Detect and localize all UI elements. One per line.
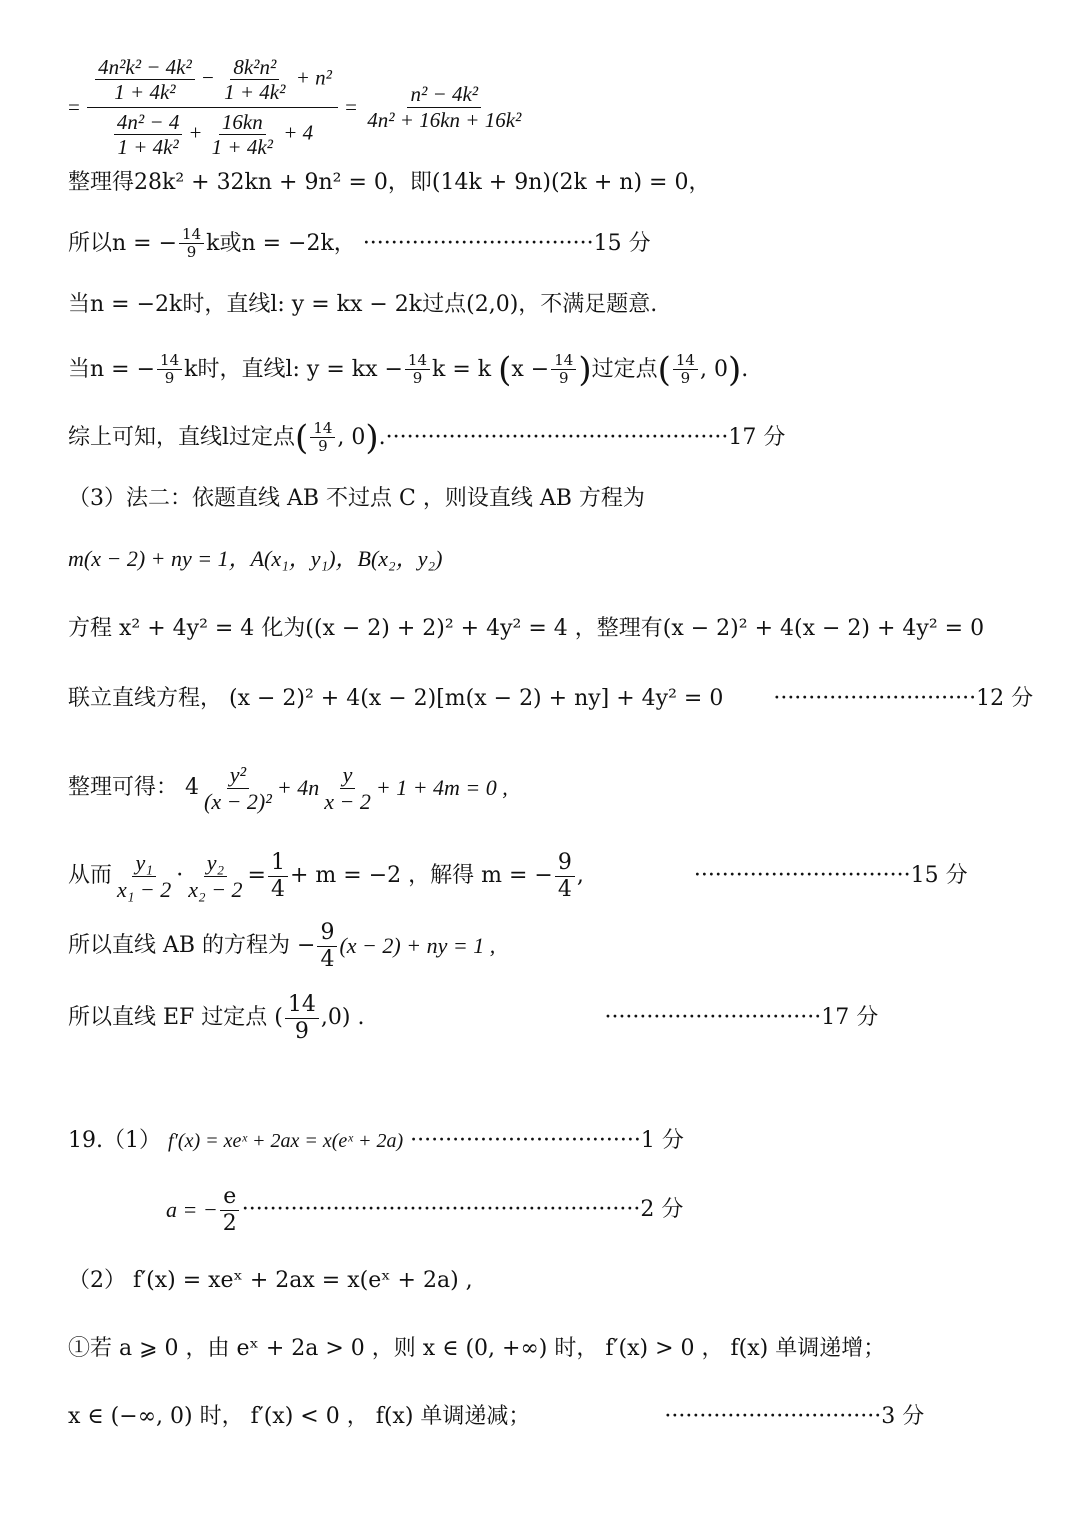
q19-part1: 19.（1） f′(x) = xeˣ + 2ax = x(eˣ + 2a) ·································1 分 (68, 1128, 684, 1153)
score-leader-dots: ································· (362, 230, 594, 256)
fraction: $\frac{\text{8k²n²}}{\text{1 + 4k²}}$ (224, 55, 286, 105)
score-label: 17 分 (728, 424, 786, 450)
method2-combine: 联立直线方程， (x − 2)² + 4(x − 2)[m(x − 2) + ny] + 4y² = 0 ·····························12 分 (68, 686, 1034, 711)
fraction: $\frac{\text{y²}}{\text{(x − 2)²}}$ (204, 762, 272, 814)
compound-denominator: $\frac{\text{4n² − 4}}{\text{1 + 4k²}}$ + $\frac{16kn}{\text{1 + 4k²}}$ + 4 (106, 108, 319, 161)
fraction: $\frac{\text{y₁}}{\text{x₁ − 2}}$ (117, 850, 172, 902)
equals-sign: = (68, 95, 86, 119)
fraction: $\frac{14}{9}$ (285, 992, 319, 1044)
case-n-eq-minus-2k: 当n = −2k时，直线l: y = kx − 2k过点(2,0)，不满足题意. (68, 292, 658, 317)
summary-line: 综上可知，直线l过定点( $\frac{14}{9}$ , 0).·················································17 分 (68, 417, 786, 458)
score-leader-dots: ····························· (773, 686, 977, 711)
fraction: $\frac{14}{9}$ (673, 352, 698, 388)
compound-fraction (87, 53, 338, 161)
q19-a-value: a = − $\frac{e}{2}$ ························································· 2 分 (166, 1184, 684, 1236)
fraction: $\frac{y}{x - 2}$ (324, 762, 371, 814)
fraction: $\frac{9}{4}$ (317, 920, 337, 972)
compound-fraction-line: = $\frac{\text{4n²k² − 4k²}}{\text{1 + 4k²}}$ − $\frac{\text{8k²n²}}{\text{1 + 4k²}}$ + n² $\frac{\text{4n² − 4}}{\text{1 + 4k²}}$ + $\frac{16kn}{\text{1 + 4k²}}$ + 4 = $\frac{\text{n² − 4k²}}{\text{4n² + 16kn + 16k²}}$ (68, 52, 526, 162)
score-label: 3 分 (881, 1404, 925, 1429)
method2-thus: 从而 $\frac{\text{y₁}}{\text{x₁ − 2}}$ · $\frac{\text{y₂}}{\text{x₂ − 2}}$ = $\frac{1}{4}$ + m = −2 ，解得 m = − $\frac{9}{4}$ , ······························· 15 分 (68, 850, 968, 902)
simplify-line: 整理得28k² + 32kn + 9n² = 0，即(14k + 9n)(2k + n) = 0， (68, 170, 711, 195)
method2-simplify: 整理可得： 4 $\frac{\text{y²}}{\text{(x − 2)²}}$ + 4n $\frac{y}{x - 2}$ + 1 + 4m = 0 , (68, 762, 508, 814)
fraction: $\frac{1}{4}$ (268, 850, 288, 902)
fraction: $\frac{\text{4n² − 4}}{\text{1 + 4k²}}$ (114, 110, 182, 159)
fraction: $\frac{16kn}{\text{1 + 4k²}}$ (211, 109, 273, 159)
method2-ef-fixed-point: 所以直线 EF 过定点 ( $\frac{14}{9}$ ,0) . ······························· 17 分 (68, 992, 879, 1044)
method2-transform: 方程 x² + 4y² = 4 化为((x − 2) + 2)² + 4y² = 4 ，整理有(x − 2)² + 4(x − 2) + 4y² = 0 (68, 616, 985, 641)
compound-numerator: $\frac{\text{4n²k² − 4k²}}{\text{1 + 4k²}}$ − $\frac{\text{8k²n²}}{\text{1 + 4k²}}$ + n² (87, 53, 338, 107)
score-leader-dots: .················································· (378, 424, 729, 450)
case-n-eq-minus-14-9k: 当n = − $\frac{14}{9}$ k时，直线l: y = kx − $\frac{14}{9}$ k = k (x − $\frac{14}{9}$ )过定点( $\frac{14}{9}$ , 0). (68, 349, 749, 390)
fraction: $\frac{14}{9}$ (157, 352, 182, 388)
score-label: 1 分 (640, 1128, 684, 1153)
solution-line: 所以n = − $\frac{14}{9}$ k或n = −2k， ·································15 分 (68, 225, 651, 262)
method2-title: （3）法二：依题直线 AB 不过点 C ，则设直线 AB 方程为 (68, 486, 645, 511)
fraction: $\frac{e}{2}$ (220, 1184, 240, 1236)
score-leader-dots: ······························· (693, 863, 911, 888)
fraction: $\frac{14}{9}$ (310, 420, 335, 456)
fraction: $\frac{14}{9}$ (179, 226, 204, 262)
score-leader-dots: ······························· (604, 1005, 822, 1030)
method2-setup: m(x − 2) + ny = 1，A(x₁，y₁)，B(x₂，y₂) (68, 546, 443, 571)
result-fraction: $\frac{\text{n² − 4k²}}{\text{4n² + 16kn + 16k²}}$ (367, 82, 522, 132)
score-label: 15 分 (910, 863, 968, 888)
method2-ab-equation: 所以直线 AB 的方程为 − $\frac{9}{4}$ (x − 2) + ny = 1 , (68, 920, 496, 972)
fraction: $\frac{9}{4}$ (555, 850, 575, 902)
fraction: $\frac{14}{9}$ (405, 352, 430, 388)
fraction: $\frac{\text{y₂}}{\text{x₂ − 2}}$ (188, 850, 243, 902)
score-label: 15 分 (593, 230, 651, 256)
score-leader-dots: ································· (410, 1128, 641, 1153)
score-label: 12 分 (976, 686, 1034, 711)
q19-case1: ①若 a ⩾ 0 ，由 eˣ + 2a > 0 ，则 x ∈ (0, +∞) 时， f′(x) > 0 ， f(x) 单调递增； (68, 1336, 886, 1361)
score-label: 2 分 (640, 1197, 684, 1222)
q19-part2: （2） f′(x) = xeˣ + 2ax = x(eˣ + 2a) , (68, 1268, 473, 1293)
score-label: 17 分 (821, 1005, 879, 1030)
fraction: $\frac{14}{9}$ (551, 352, 576, 388)
score-leader-dots: ························································· (241, 1197, 641, 1222)
fraction: $\frac{\text{4n²k² − 4k²}}{\text{1 + 4k²}}$ (95, 55, 195, 104)
q19-case1b: x ∈ (−∞, 0) 时， f′(x) < 0 ， f(x) 单调递减； ·······························3 分 (68, 1404, 925, 1429)
score-leader-dots: ······························· (664, 1404, 882, 1429)
